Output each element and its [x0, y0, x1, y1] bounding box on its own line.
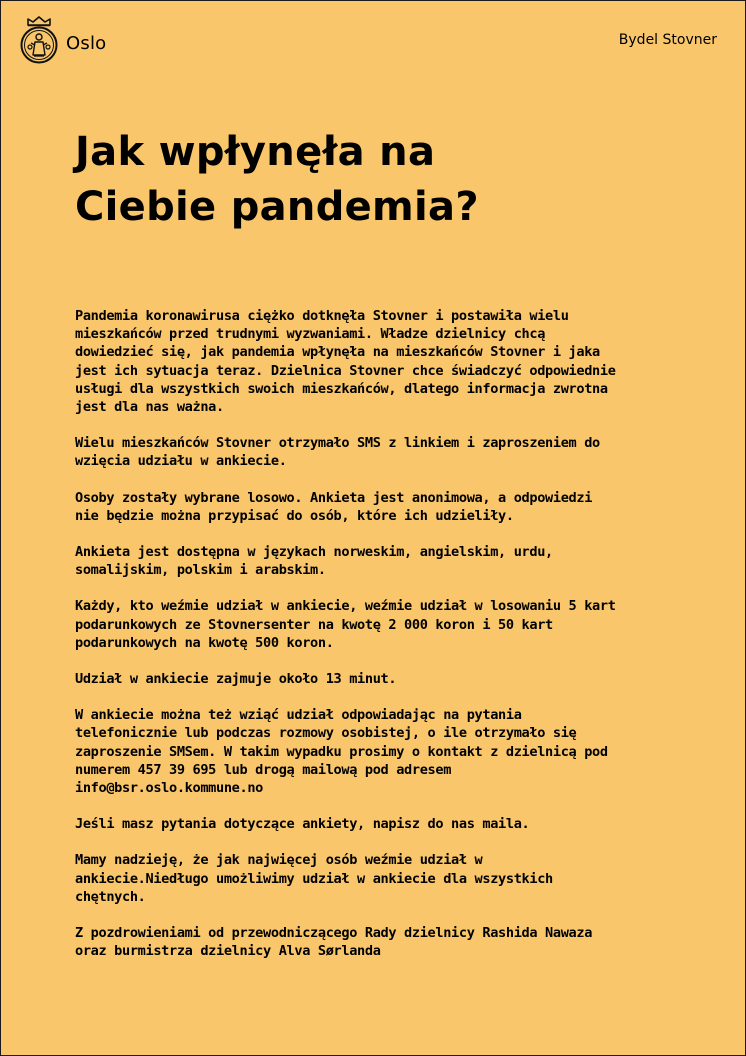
paragraph-languages: Ankieta jest dostępna w językach norweskim, angielskim, urdu, somalijskim, polskim i arabskim.	[75, 544, 553, 579]
paragraph-greetings: Z pozdrowieniami od przewodniczącego Rady dzielnicy Rashida Nawaza oraz burmistrza dzielnicy Alva Sørlanda	[75, 925, 593, 960]
body-text	[75, 307, 621, 978]
title-line-2: Ciebie pandemia?	[75, 184, 479, 230]
paragraph-giftcards: Każdy, kto weźmie udział w ankiecie, weźmie udział w losowaniu 5 kart podarunkowych ze Stovnersenter na kwotę 2 000 koron i 50 kart podarunkowych na kwotę 500 koron.	[75, 598, 616, 651]
title-line-1: Jak wpłynęła na	[75, 129, 436, 175]
paragraph-sms: Wielu mieszkańców Stovner otrzymało SMS z linkiem i zaproszeniem do wzięcia udziału w ankiecie.	[75, 435, 600, 470]
paragraph-questions: Jeśli masz pytania dotyczące ankiety, napisz do nas maila.	[75, 816, 530, 833]
district-name: Bydel Stovner	[618, 32, 717, 48]
logo-wordmark: Oslo	[66, 32, 107, 54]
page-title	[75, 125, 675, 235]
paragraph-hope: Mamy nadzieję, że jak najwięcej osób weźmie udział w ankiecie.Niedługo umożliwimy udział w ankiecie dla wszystkich chętnych.	[75, 852, 553, 905]
paragraph-intro: Pandemia koronawirusa ciężko dotknęła Stovner i postawiła wielu mieszkańców przed trudnymi wyzwaniami. Władze dzielnicy chcą dowiedzieć się, jak pandemia wpłynęła na mieszkańców Stovner i jaka jest ich sytuacja teraz. Dzielnica Stovner chce świadczyć odpowiednie usługi dla wszystkich swoich mieszkańców, dlatego informacja zwrotna jest dla nas ważna.	[75, 308, 616, 416]
paragraph-phone: W ankiecie można też wziąć udział odpowiadając na pytania telefonicznie lub podczas rozmowy osobistej, o ile otrzymało się zaproszenie SMSem. W takim wypadku prosimy o kontakt z dzielnicą pod numerem 457 39 695 lub drogą mailową pod adresem info@bsr.oslo.kommune.no	[75, 707, 608, 797]
oslo-logo	[19, 16, 106, 64]
oslo-seal-icon	[19, 16, 59, 64]
paragraph-random: Osoby zostały wybrane losowo. Ankieta jest anonimowa, a odpowiedzi nie będzie można przypisać do osób, które ich udzieliły.	[75, 489, 593, 524]
paragraph-duration: Udział w ankiecie zajmuje około 13 minut.	[75, 671, 397, 688]
